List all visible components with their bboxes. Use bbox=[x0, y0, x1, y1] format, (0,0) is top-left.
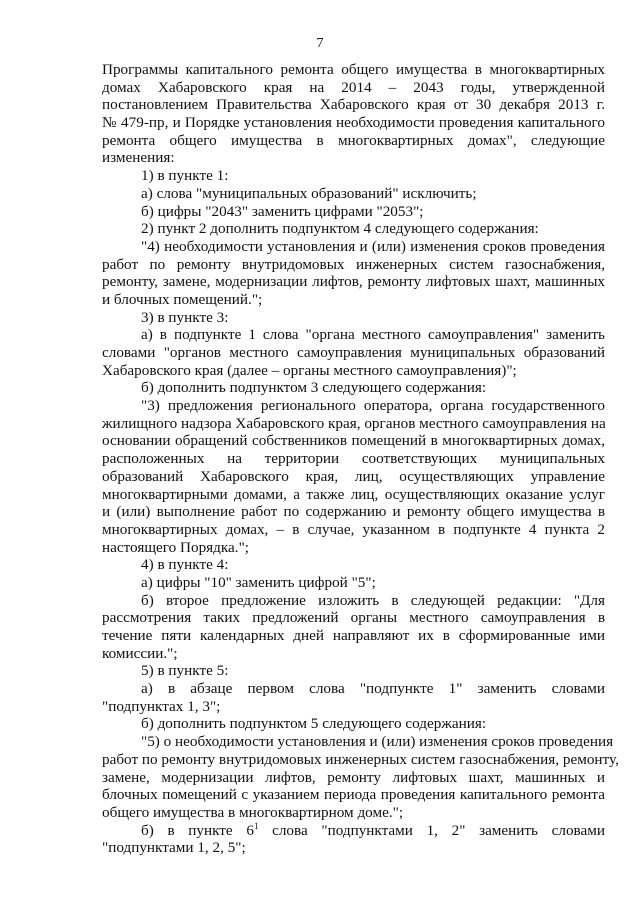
text-line bbox=[102, 645, 605, 663]
text-line bbox=[102, 114, 605, 132]
text-line bbox=[102, 662, 605, 680]
text-line bbox=[102, 203, 605, 221]
page-number: 7 bbox=[316, 36, 324, 51]
text-line bbox=[102, 256, 605, 274]
text-line bbox=[102, 149, 605, 167]
line-text: словами "органов местного самоуправления муниципальных образований bbox=[102, 344, 605, 361]
text-line bbox=[102, 132, 605, 150]
text-line bbox=[102, 627, 605, 645]
text-line bbox=[102, 574, 605, 592]
text-line bbox=[102, 415, 605, 433]
line-text: работ по ремонту внутридомовых инженерных систем газоснабжения, bbox=[102, 255, 605, 273]
text-line bbox=[102, 326, 605, 344]
document-body bbox=[102, 61, 619, 857]
line-text: "подпунктах 1, 3"; bbox=[102, 697, 221, 715]
line-text: 1) в пункте 1: bbox=[141, 167, 229, 185]
text-line bbox=[102, 521, 605, 539]
line-text: многоквартирными домами, а также лиц, осуществляющих оказание услуг bbox=[102, 485, 605, 503]
text-line bbox=[102, 450, 605, 468]
line-text: "подпунктами 1, 2, 5"; bbox=[102, 839, 246, 857]
line-text: б) цифры "2043" заменить цифрами "2053"; bbox=[141, 202, 424, 220]
text-line bbox=[102, 556, 605, 574]
text-line bbox=[102, 804, 605, 822]
line-text: б) дополнить подпунктом 3 следующего содержания: bbox=[141, 379, 487, 397]
line-text: постановлением Правительства Хабаровского края от 30 декабря 2013 г. bbox=[102, 96, 605, 114]
line-text: образований Хабаровского края, лиц, осуществляющих управление bbox=[102, 467, 605, 485]
line-text: общего имущества в многоквартирном доме."; bbox=[102, 803, 404, 821]
superscript: 1 bbox=[253, 820, 259, 831]
text-line bbox=[102, 750, 619, 769]
line-text: основании обращений собственников помещений в многоквартирных домах, bbox=[102, 432, 605, 450]
text-line bbox=[102, 362, 605, 380]
text-line bbox=[102, 379, 605, 397]
text-line bbox=[102, 769, 605, 787]
line-text: многоквартирных домах, – в случае, указанном в подпункте 4 пункта 2 bbox=[102, 520, 605, 538]
text-line bbox=[102, 61, 605, 79]
line-text: рассмотрения таких предложений органы местного самоуправления в bbox=[102, 609, 605, 627]
text-line bbox=[102, 486, 605, 504]
line-text: 5) в пункте 5: bbox=[141, 662, 229, 680]
text-line bbox=[102, 344, 605, 362]
line-text: "4) необходимости установления и (или) изменения сроков проведения bbox=[141, 237, 605, 255]
line-text: Хабаровского края (далее – органы местного самоуправления)"; bbox=[102, 361, 517, 379]
text-line bbox=[102, 468, 605, 486]
text-line bbox=[102, 680, 605, 698]
line-text: а) в подпункте 1 слова "органа местного самоуправления" заменить bbox=[141, 326, 605, 344]
line-text: а) в абзаце первом слова "подпункте 1" заменить словами bbox=[141, 680, 605, 698]
line-text: № 479-пр, и Порядке установления необходимости проведения капитального bbox=[102, 114, 605, 132]
text-line bbox=[102, 698, 605, 716]
text-line bbox=[102, 432, 605, 450]
line-text: и блочных помещений."; bbox=[102, 290, 263, 308]
line-text: изменения: bbox=[102, 149, 175, 167]
line-text: комиссии."; bbox=[102, 644, 178, 662]
line-text: б) дополнить подпунктом 5 следующего содержания: bbox=[141, 715, 487, 733]
text-line bbox=[102, 79, 605, 97]
line-text: работ по ремонту внутридомовых инженерных систем газоснабжения, ремонту, bbox=[102, 750, 619, 768]
line-text-tail: слова "подпунктами 1, 2" заменить словами bbox=[258, 821, 605, 839]
line-text: течение пяти календарных дней направляют их в сформированные ими bbox=[102, 627, 605, 644]
text-line bbox=[102, 167, 605, 185]
text-line bbox=[102, 291, 605, 309]
line-text: а) слова "муниципальных образований" исключить; bbox=[141, 184, 477, 202]
line-text: 3) в пункте 3: bbox=[141, 308, 229, 326]
line-text: "5) о необходимости установления и (или) изменения сроков проведения bbox=[141, 733, 614, 751]
line-text: 2) пункт 2 дополнить подпунктом 4 следующего содержания: bbox=[141, 220, 539, 238]
line-text: "3) предложения регионального оператора, органа государственного bbox=[141, 397, 605, 415]
line-text: расположенных на территории соответствующих муниципальных bbox=[102, 450, 605, 468]
line-text: Программы капитального ремонта общего имущества в многоквартирных bbox=[102, 61, 605, 78]
text-line bbox=[102, 397, 605, 415]
text-line bbox=[102, 309, 605, 327]
line-text: а) цифры "10" заменить цифрой "5"; bbox=[141, 573, 376, 591]
line-text: жилищного надзора Хабаровского края, органов местного самоуправления на bbox=[102, 414, 606, 432]
text-line bbox=[102, 185, 605, 203]
text-line bbox=[102, 592, 605, 610]
text-line bbox=[102, 238, 605, 256]
line-text: блочных помещений с указанием периода проведения капитального ремонта bbox=[102, 786, 605, 804]
line-text: б) второе предложение изложить в следующей редакции: "Для bbox=[141, 591, 605, 609]
text-line bbox=[102, 822, 605, 840]
text-line bbox=[102, 786, 605, 804]
line-text: замене, модернизации лифтов, ремонту лифтовых шахт, машинных и bbox=[102, 768, 605, 786]
line-text: ремонта общего имущества в многоквартирных домах", следующие bbox=[102, 131, 605, 149]
text-line bbox=[102, 96, 605, 114]
line-text: 4) в пункте 4: bbox=[141, 556, 229, 574]
text-line bbox=[102, 273, 605, 291]
line-text: домах Хабаровского края на 2014 – 2043 годы, утвержденной bbox=[102, 78, 605, 96]
text-line bbox=[102, 733, 614, 751]
line-text: и (или) выполнение работ по содержанию и ремонту общего имущества в bbox=[102, 503, 605, 521]
text-line bbox=[102, 503, 605, 521]
text-line bbox=[102, 539, 605, 557]
text-line bbox=[102, 715, 605, 733]
text-line bbox=[102, 839, 605, 857]
line-text: настоящего Порядка."; bbox=[102, 538, 249, 556]
line-text: ремонту, замене, модернизации лифтов, ремонту лифтовых шахт, машинных bbox=[102, 273, 605, 291]
text-line bbox=[102, 609, 605, 627]
line-text: б) в пункте 6 bbox=[141, 821, 254, 839]
text-line bbox=[102, 220, 605, 238]
